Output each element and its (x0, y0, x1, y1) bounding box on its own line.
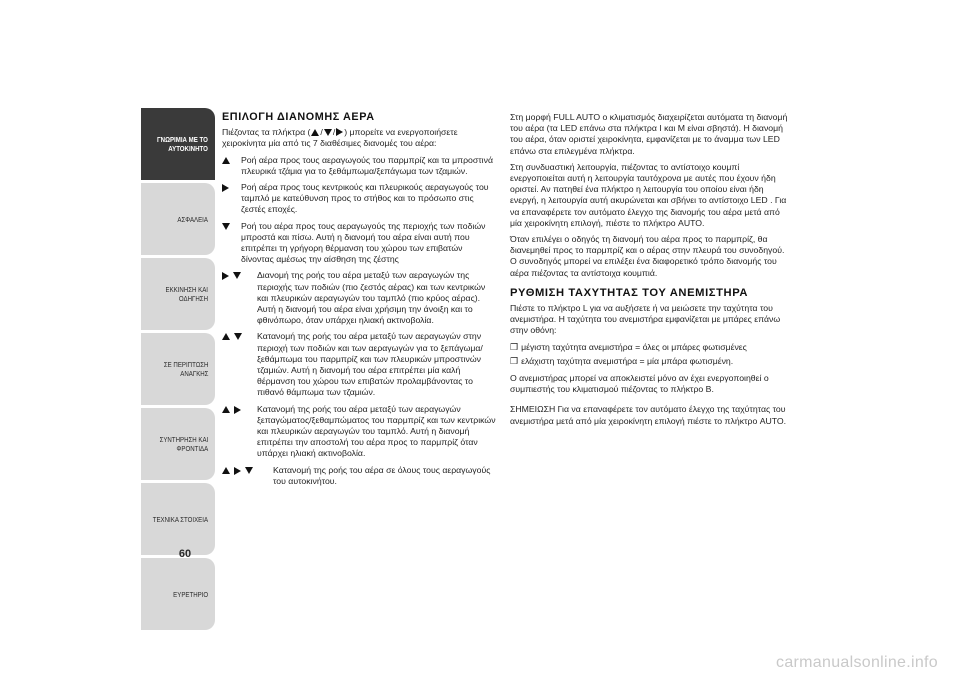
arrow-right-icon (336, 128, 343, 136)
list-item (510, 356, 788, 367)
list-item (510, 342, 788, 353)
tab-texnika[interactable] (141, 483, 215, 555)
left-column (222, 112, 497, 492)
intro-text-d: ) μπορείτε να ενεργοποιήσετε χειροκίνητα μία από τις 7 διαθέσιμες διανομές του αέρα: (222, 127, 458, 149)
item-text: Κατανομή της ροής του αέρα μεταξύ των αεραγωγών ξεπαγώματος/ξεθαμπώματος του παρμπρίζ και των κεντρικών και πλευρικών αεραγωγών του ταμπλό. Αυτή η διανομή επιτρέπει την αποστολή του αέρα προς το παρμπρίζ όταν υπάρχει ηλιακή ακτινοβολία. (257, 403, 496, 459)
arrow-down-icon (245, 467, 253, 474)
item-text: Κατανομή της ροής του αέρα σε όλους τους αεραγωγούς του αυτοκινήτου. (273, 464, 491, 486)
intro-text-c: / (332, 127, 336, 138)
tab-eyretirio[interactable] (141, 558, 215, 630)
paragraph-full-auto: Στη μορφή FULL AUTO ο κλιματισμός διαχειρίζεται αυτόματα τη διανομή του αέρα (τα LED επάνω στα πλήκτρα I και M είναι σβηστά). Η διανομή του αέρα, όταν οριστεί χειροκίνητα, εμφανίζεται με το άναμμα των LED επάνω στα επιλεγμένα πλήκτρα. (510, 112, 788, 156)
tab-label: ΤΕΧΝΙΚΑ ΣΤΟΙΧΕΙΑ (152, 514, 208, 524)
tab-anagkis[interactable] (141, 333, 215, 405)
paragraph-driver-selection: Όταν επιλέγει ο οδηγός τη διανομή του αέρα προς το παρμπρίζ, θα διανεμηθεί προς το παρμπρίζ και ο αέρας στην πλευρά του συνοδηγού. Ο συνοδηγός μπορεί να επιλέξει ένα διαφορετικό τρόπο διανομής του αέρα πιέζοντας τα αντίστοιχα κουμπιά. (510, 234, 785, 278)
watermark: carmanualsonline.info (776, 654, 938, 671)
page-number: 60 (178, 548, 192, 560)
arrow-up-icon (222, 333, 230, 340)
tab-label: ΓΝΩΡΙΜΙΑ ΜΕ ΤΟ ΑΥΤΟΚΙΝΗΤΟ (157, 135, 208, 153)
tab-label: ΕΚΚΙΝΗΣΗ ΚΑΙ ΟΔΗΓΗΣΗ (165, 285, 208, 303)
arrow-up-icon (222, 406, 230, 413)
item-text: Διανομή της ροής του αέρα μεταξύ των αεραγωγών της περιοχής των ποδιών (πιο ζεστός αέρας) και των κεντρικών και πλευρικών αεραγωγών του ταμπλό (πιο κρύος αέρας). Αυτή η διανομή του αέρα είναι χρήσιμη την άνοιξη και το φθινόπωρο, όταν υπάρχει ηλιακή ακτινοβολία. (257, 270, 486, 326)
arrow-down-icon (233, 272, 241, 279)
tab-label: ΣΥΝΤΗΡΗΣΗ ΚΑΙ ΦΡΟΝΤΙΔΑ (159, 435, 208, 453)
tab-asfaleia[interactable] (141, 183, 215, 255)
section-heading-fan-speed: ΡΥΘΜΙΣΗ ΤΑΧΥΤΗΤΑΣ ΤΟΥ ΑΝΕΜΙΣΤΗΡΑ (510, 286, 749, 299)
tab-label: ΑΣΦΑΛΕΙΑ (177, 214, 208, 224)
arrow-up-icon (311, 129, 319, 136)
item-symbols (222, 465, 273, 487)
list-item (222, 331, 497, 398)
arrow-down-icon (324, 129, 332, 136)
tab-label: ΕΥΡΕΤΗΡΙΟ (173, 589, 208, 599)
item-symbols (222, 270, 257, 326)
paragraph-fan-exclusion: Ο ανεμιστήρας μπορεί να αποκλειστεί μόνο αν έχει ενεργοποιηθεί ο συμπιεστής του κλιματισμού πιέζοντας το πλήκτρο B. (510, 373, 769, 395)
list-item (222, 465, 497, 487)
item-symbols (222, 155, 241, 177)
arrow-up-icon (222, 157, 230, 164)
tab-label: ΣΕ ΠΕΡΙΠΤΩΣΗ ΑΝΑΓΚΗΣ (163, 360, 208, 378)
paragraph-fan-speed: Πιέστε το πλήκτρο L για να αυξήσετε ή να μειώσετε την ταχύτητα του ανεμιστήρα. Η ταχύτητα του ανεμιστήρα εμφανίζεται με μπάρες επάνω στην οθόνη: (510, 303, 781, 336)
paragraph-combined-mode: Στη συνδυαστική λειτουργία, πιέζοντας το αντίστοιχο κουμπί ενεργοποιείται αυτή η λειτουργία ταυτόχρονα με αυτές που έχουν ήδη οριστεί. Αν πατηθεί ένα πλήκτρο η λειτουργία του οποίου είναι ήδη ενεργή, η λειτουργία αυτή ακυρώνεται και σβήνει το αντίστοιχο LED . Για να επαναφέρετε τον αυτόματο έλεγχο της διανομής του αέρα μετά από μία χειροκίνητη επιλογή, πιέστε το πλήκτρο AUTO. (510, 161, 787, 228)
arrow-down-icon (222, 223, 230, 230)
item-symbols (222, 221, 241, 266)
checkbox-bullet-icon: ❒ (510, 355, 519, 366)
item-text: Κατανομή της ροής του αέρα μεταξύ των αεραγωγών στην περιοχή των ποδιών και των αεραγωγών για το ξεπάγωμα/ξεθάμπωμα του παρμπρίζ και των πλευρικών μπροστινών τζαμιών. Αυτή η διανομή του αέρα επιτρέπει μία καλή θέρμανση του χώρου των επιβατών προλαμβάνοντας το πιθανό θάμπωμα των τζαμιών. (257, 331, 483, 398)
item-symbols (222, 182, 241, 216)
bullet-text: ελάχιστη ταχύτητα ανεμιστήρα = μία μπάρα φωτισμένη. (521, 355, 734, 366)
item-text: Ροή αέρα προς τους κεντρικούς και πλευρικούς αεραγωγούς του ταμπλό με κατεύθυνση προς το στήθος και το πρόσωπο στις ζεστές εποχές. (241, 182, 489, 215)
arrow-up-icon (222, 467, 230, 474)
arrow-right-icon (234, 467, 241, 475)
list-item (222, 221, 497, 266)
arrow-right-icon (234, 406, 241, 414)
intro-text-b: / (320, 127, 323, 138)
item-symbols (222, 404, 257, 460)
bullet-text: μέγιστη ταχύτητα ανεμιστήρα = όλες οι μπάρες φωτισμένες (521, 341, 747, 352)
section-heading-air-distribution: ΕΠΙΛΟΓΗ ΔΙΑΝΟΜΗΣ ΑΕΡΑ (222, 111, 375, 123)
arrow-right-icon (222, 272, 229, 280)
tab-gnorimia[interactable] (141, 108, 215, 180)
intro-paragraph (222, 127, 497, 149)
list-item (222, 270, 497, 326)
arrow-down-icon (234, 333, 242, 340)
right-column (510, 112, 788, 432)
list-item (222, 155, 497, 177)
list-item (222, 404, 497, 460)
item-text: Ροή του αέρα προς τους αεραγωγούς της περιοχής των ποδιών μπροστά και πίσω. Αυτή η διανομή του αέρα είναι αυτή που επιτρέπει τη γρήγορη θέρμανση του χώρου των επιβατών δίνοντας αμέσως την αίσθηση της ζέστης (241, 220, 486, 265)
tab-syntirisi[interactable] (141, 408, 215, 480)
arrow-right-icon (222, 184, 229, 192)
list-item (222, 182, 497, 216)
checkbox-bullet-icon: ❒ (510, 341, 519, 352)
intro-text-a: Πιέζοντας τα πλήκτρα ( (222, 127, 311, 138)
tab-ekkinisi[interactable] (141, 258, 215, 330)
paragraph-note: ΣΗΜΕΙΩΣΗ Για να επαναφέρετε τον αυτόματο έλεγχο της ταχύτητας του ανεμιστήρα μετά από μία χειροκίνητη επιλογή πιέστε το πλήκτρο AUTO. (510, 404, 787, 426)
item-text: Ροή αέρα προς τους αεραγωγούς του παρμπρίζ και τα μπροστινά πλευρικά τζάμια για το ξεθάμπωμα/ξεπάγωμα των τζαμιών. (241, 154, 493, 176)
item-symbols (222, 331, 257, 398)
